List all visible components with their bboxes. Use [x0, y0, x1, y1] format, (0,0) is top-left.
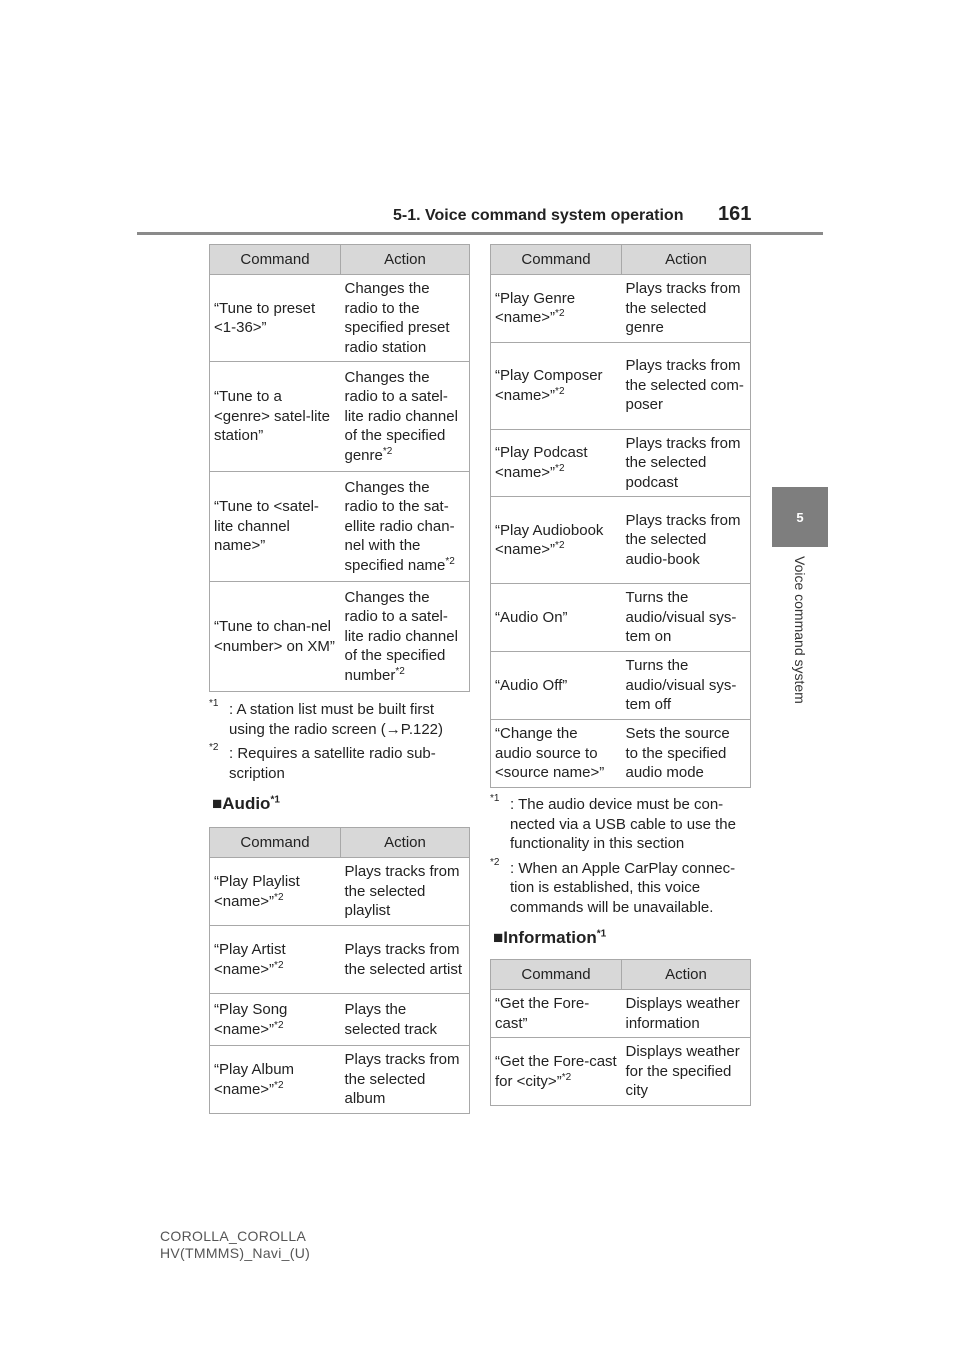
command-cell: “Play Composer <name>”$^{*2}$	[491, 342, 622, 429]
table-row	[210, 926, 470, 994]
footnote-ref: *2	[445, 555, 455, 567]
footnote-ref: *2	[274, 1079, 284, 1091]
footnote-ref: *2	[274, 891, 284, 903]
page-number: 161	[718, 203, 752, 225]
information-command-table	[490, 959, 751, 1106]
action-cell: Changes the radio to the specified preset radio station	[341, 275, 470, 362]
command-cell: “Play Song <name>”$^{*2}$	[210, 994, 341, 1046]
table-header-row	[210, 828, 470, 858]
header-rule	[137, 232, 823, 235]
table-header-row	[491, 245, 751, 275]
section-bullet: ■	[493, 928, 504, 947]
command-cell: “Play Artist <name>”$^{*2}$	[210, 926, 341, 994]
command-cell: “Tune to a <genre> satel-lite station”	[210, 362, 341, 472]
action-cell: Plays the selected track	[341, 994, 470, 1046]
action-cell: Turns the audio/visual sys-tem on	[622, 584, 751, 652]
footnote-ref: *1	[270, 794, 280, 806]
footnote: *2 : Requires a satellite radio sub-scription	[209, 742, 436, 782]
footnote-ref: *2	[555, 385, 565, 397]
footnote: *1 : The audio device must be con-nected via a USB cable to use the functionality in this section	[490, 793, 736, 852]
command-cell: “Play Album <name>”$^{*2}$	[210, 1046, 341, 1114]
command-cell: “Play Audiobook <name>”$^{*2}$	[491, 497, 622, 584]
footnote-ref: *2	[382, 445, 393, 457]
command-cell: “Play Playlist <name>”$^{*2}$	[210, 858, 341, 926]
table-row	[210, 994, 470, 1046]
radio-footnotes	[209, 700, 471, 788]
footnote-ref: *2	[274, 959, 284, 971]
section-bullet: ■	[212, 794, 223, 813]
action-cell: Displays weather for the specified city	[622, 1038, 751, 1106]
table-row	[491, 275, 751, 343]
chapter-label: Voice command system	[792, 556, 808, 704]
table-header-row	[210, 245, 470, 275]
action-cell: Changes the radio to a satel-lite radio channel of the specified number$^{*2}$	[341, 582, 470, 692]
action-cell: Changes the radio to the sat-ellite radio chan-nel with the specified name$^{*2}$	[341, 472, 470, 582]
table-row	[491, 990, 751, 1038]
action-cell: Plays tracks from the selected com-poser	[622, 342, 751, 429]
audio-command-table	[209, 827, 470, 1114]
action-cell: Plays tracks from the selected podcast	[622, 429, 751, 497]
table-row	[491, 342, 751, 429]
action-cell: Plays tracks from the selected audio-book	[622, 497, 751, 584]
column-header-action: Action	[341, 245, 470, 275]
footnote: *2 : When an Apple CarPlay connec-tion is established, this voice commands will be unavailable.	[490, 856, 736, 916]
footnote-ref: *1	[596, 928, 607, 940]
action-cell: Plays tracks from the selected artist	[341, 926, 470, 994]
table-row	[491, 1038, 751, 1106]
table-row	[210, 362, 470, 472]
action-cell: Turns the audio/visual sys-tem off	[622, 652, 751, 720]
footnote-ref: *2	[555, 540, 565, 551]
command-cell: “Audio Off”	[491, 652, 622, 720]
column-header-action: Action	[622, 960, 751, 990]
audio-command-table-continued	[490, 244, 751, 788]
action-cell: Changes the radio to a satel-lite radio channel of the specified genre$^{*2}$	[341, 362, 470, 472]
action-cell: Plays tracks from the selected genre	[622, 275, 751, 343]
table-row	[210, 1046, 470, 1114]
footnote-ref: *2	[555, 308, 565, 320]
column-header-action: Action	[341, 828, 470, 858]
command-cell: “Tune to <satel-lite channel name>”	[210, 472, 341, 582]
command-cell: “Change the audio source to <source name>”	[491, 720, 622, 788]
footnote: *1 : A station list must be built first using the radio screen (→P.122)	[209, 698, 444, 738]
footnote-ref: *2	[274, 1019, 284, 1031]
column-header-command: Command	[491, 960, 622, 990]
audio-footnotes	[490, 795, 752, 922]
command-cell: “Tune to chan-nel <number> on XM”	[210, 582, 341, 692]
column-header-command: Command	[210, 828, 341, 858]
chapter-tab	[772, 487, 828, 547]
table-row	[210, 582, 470, 692]
section-heading-audio: ■Audio$^{*1}$	[212, 794, 280, 813]
command-cell: “Play Genre <name>”$^{*2}$	[491, 275, 622, 343]
action-cell: Sets the source to the specified audio mode	[622, 720, 751, 788]
footnote-ref: *2	[395, 665, 405, 677]
table-row	[210, 858, 470, 926]
footnote-ref: *2	[555, 462, 565, 474]
footnote-ref: *2	[561, 1071, 572, 1083]
command-cell: “Get the Fore-cast”	[491, 990, 622, 1038]
action-cell: Displays weather information	[622, 990, 751, 1038]
column-header-action: Action	[622, 245, 751, 275]
command-cell: “Get the Fore-cast for <city>”$^{*2}$	[491, 1038, 622, 1106]
section-heading-information: ■Information$^{*1}$	[493, 928, 607, 947]
command-cell: “Audio On”	[491, 584, 622, 652]
column-header-command: Command	[210, 245, 341, 275]
footer-model-code: COROLLA_COROLLA HV(TMMMS)_Navi_(U)	[160, 1228, 311, 1261]
column-header-command: Command	[491, 245, 622, 275]
radio-command-table	[209, 244, 470, 692]
action-cell: Plays tracks from the selected playlist	[341, 858, 470, 926]
table-row	[491, 584, 751, 652]
chapter-number: 5	[796, 509, 804, 525]
command-cell: “Tune to preset <1-36>”	[210, 275, 341, 362]
table-header-row	[491, 960, 751, 990]
table-row	[210, 275, 470, 362]
table-row	[491, 652, 751, 720]
section-title: 5-1. Voice command system operation	[393, 207, 684, 224]
table-row	[491, 429, 751, 497]
command-cell: “Play Podcast <name>”$^{*2}$	[491, 429, 622, 497]
table-row	[491, 497, 751, 584]
table-row	[210, 472, 470, 582]
table-row	[491, 720, 751, 788]
action-cell: Plays tracks from the selected album	[341, 1046, 470, 1114]
